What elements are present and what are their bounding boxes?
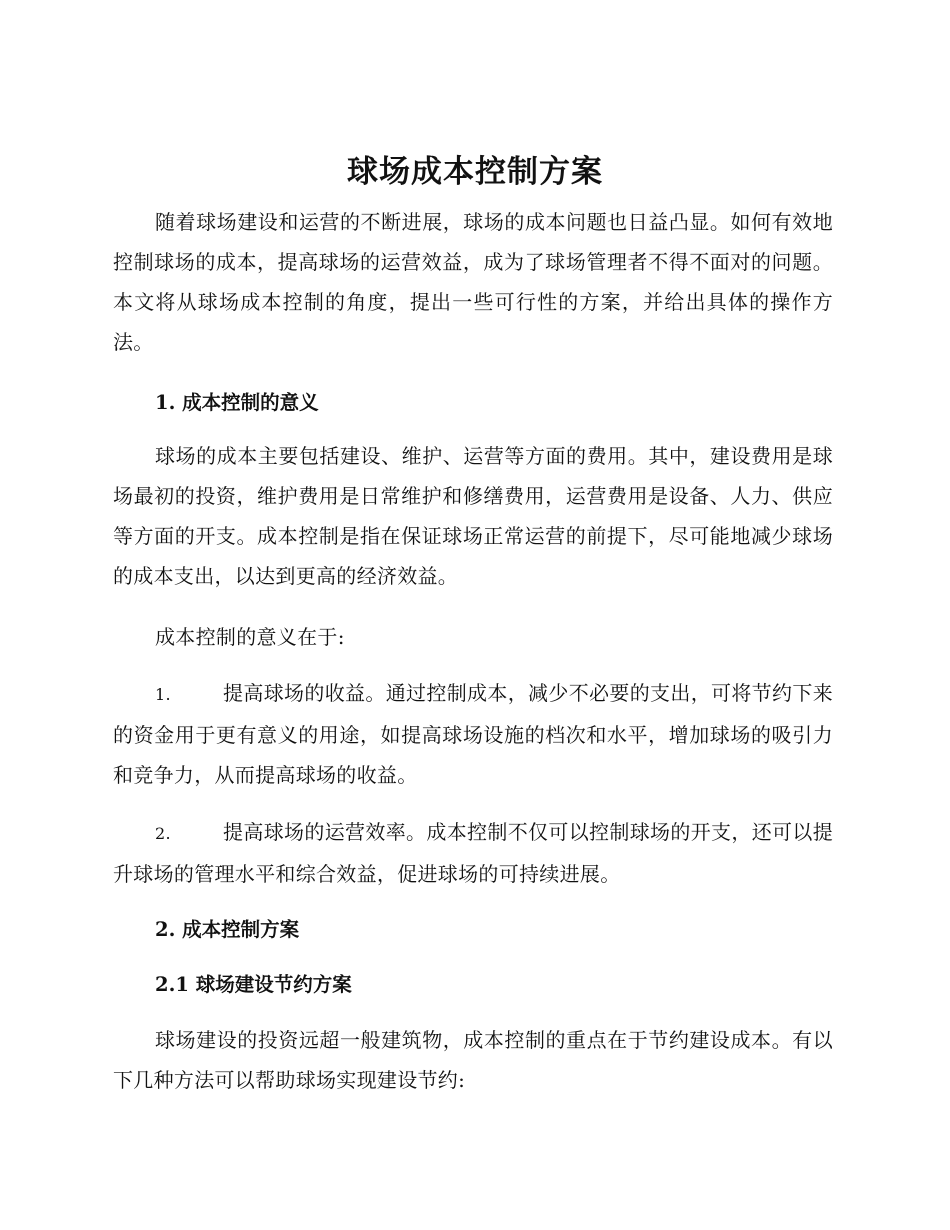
list-item-number: 1. (155, 685, 171, 704)
section-1-lead-in: 成本控制的意义在于: (155, 625, 345, 649)
intro-paragraph: 随着球场建设和运营的不断进展，球场的成本问题也日益凸显。如何有效地控制球场的成本，提高球场的运营效益，成为了球场管理者不得不面对的问题。本文将从球场成本控制的角度，提出一些可行性的方案，并给出具体的操作方法。 (113, 210, 833, 354)
section-1-paragraph: 球场的成本主要包括建设、维护、运营等方面的费用。其中，建设费用是球场最初的投资，维护费用是日常维护和修缮费用，运营费用是设备、人力、供应等方面的开支。成本控制是指在保证球场正常运营的前提下，尽可能地减少球场的成本支出，以达到更高的经济效益。 (113, 444, 833, 588)
document-title: 球场成本控制方案 (347, 154, 603, 190)
list-item (113, 812, 833, 894)
section-2-1-heading: 2.1 球场建设节约方案 (155, 973, 352, 996)
list-item-text: 提高球场的收益。通过控制成本，减少不必要的支出，可将节约下来的资金用于更有意义的用途，如提高球场设施的档次和水平，增加球场的吸引力和竞争力，从而提高球场的收益。 (113, 681, 833, 787)
list-item (113, 673, 833, 795)
list-item-number: 2. (155, 824, 171, 843)
section-2-1-paragraph: 球场建设的投资远超一般建筑物，成本控制的重点在于节约建设成本。有以下几种方法可以帮助球场实现建设节约: (113, 1028, 833, 1092)
section-2-heading: 2. 成本控制方案 (155, 918, 300, 941)
section-1-heading: 1. 成本控制的意义 (155, 391, 319, 414)
list-item-text: 提高球场的运营效率。成本控制不仅可以控制球场的开支，还可以提升球场的管理水平和综合效益，促进球场的可持续进展。 (113, 820, 833, 886)
